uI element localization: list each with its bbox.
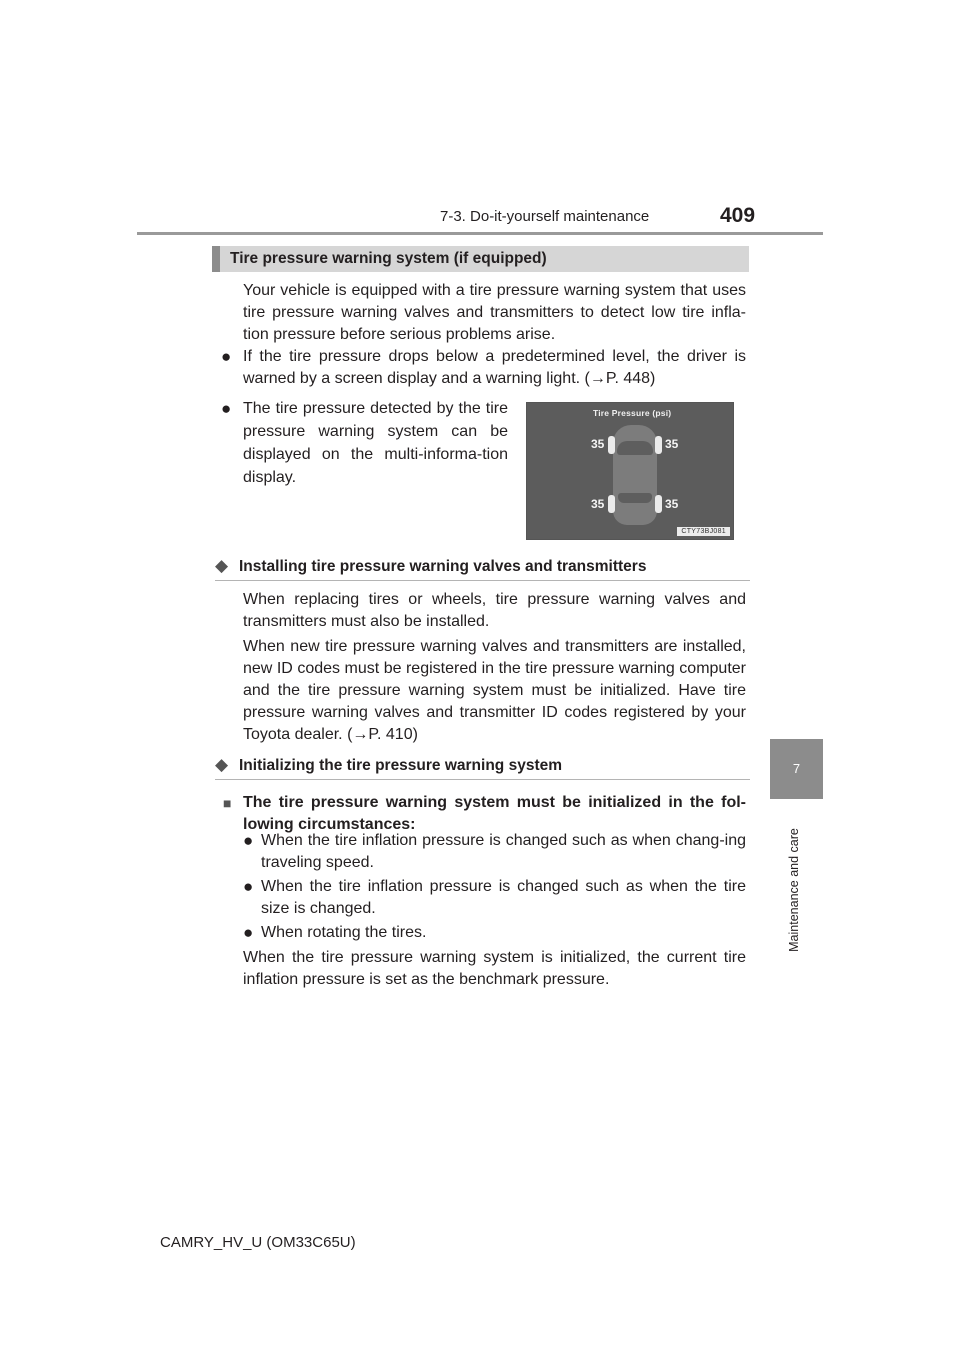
- rear-left-tire-icon: [608, 495, 615, 513]
- subheading-text: Initializing the tire pressure warning system: [239, 757, 563, 774]
- condition-item: [243, 876, 746, 920]
- header-rule: [137, 232, 823, 235]
- rear-left-pressure: 35: [591, 497, 605, 511]
- chapter-title-vertical: [760, 805, 830, 975]
- front-right-pressure: 35: [665, 437, 679, 451]
- bullet-item: [221, 397, 508, 489]
- rear-right-pressure: 35: [665, 497, 679, 511]
- diamond-icon: ◆: [215, 755, 229, 774]
- bullet-icon: ●: [221, 347, 232, 366]
- chapter-tab: 7: [770, 739, 823, 799]
- bullet-item: [221, 346, 746, 390]
- section-heading: [212, 246, 749, 272]
- subheading-initializing: [215, 755, 750, 780]
- intro-paragraph: Your vehicle is equipped with a tire pressure warning system that uses tire pressure warning valves and transmitters to detect low tire infla-tion pressure before serious problems arise.: [243, 282, 746, 343]
- front-left-tire-icon: [608, 436, 615, 454]
- bullet-text: The tire pressure detected by the tire pressure warning system can be displayed on the multi-informa-tion display.: [243, 400, 508, 486]
- front-left-pressure: 35: [591, 437, 605, 451]
- page-number: 409: [720, 204, 756, 227]
- illustration-code: CTY73BJ081: [677, 527, 730, 536]
- display-title: Tire Pressure (psi): [593, 408, 672, 418]
- subheading-text: Installing tire pressure warning valves and transmitters: [239, 558, 647, 575]
- chapter-title-text: Maintenance and care: [787, 828, 801, 952]
- condition-text: When rotating the tires.: [261, 924, 427, 941]
- bullet-text: If the tire pressure drops below a predetermined level, the driver is warned by a screen display and a warning light. (→P. 448): [243, 348, 746, 387]
- diamond-icon: ◆: [215, 556, 229, 575]
- condition-text: When the tire inflation pressure is changed such as when the tire size is changed.: [261, 878, 746, 917]
- rear-right-tire-icon: [655, 495, 662, 513]
- bullet-icon: ●: [243, 877, 254, 896]
- initialization-note: When the tire pressure warning system is initialized, the current tire inflation pressure is set as the benchmark pressure.: [243, 949, 746, 988]
- front-right-tire-icon: [655, 436, 662, 454]
- running-header-section: 7-3. Do-it-yourself maintenance: [440, 208, 650, 225]
- subheading-installing: [215, 556, 750, 581]
- bullet-icon: ●: [221, 399, 232, 418]
- condition-item: [243, 922, 746, 944]
- bullet-icon: ●: [243, 831, 254, 850]
- square-bullet-icon: ■: [223, 795, 232, 811]
- tire-pressure-display-illustration: [526, 402, 734, 540]
- car-top-view-icon: [613, 425, 657, 525]
- section-heading-text: Tire pressure warning system (if equipped): [230, 250, 547, 267]
- car-windshield: [617, 441, 653, 455]
- condition-text: When the tire inflation pressure is changed such as when chang-ing traveling speed.: [261, 832, 746, 871]
- installing-paragraph-2: When new tire pressure warning valves and transmitters are installed, new ID codes must be registered in the tire pressure warning computer and the tire pressure warning system must be initialized. Have tire pressure warning valves and transmitter ID codes registered by your Toyota dealer. (→P. 410): [243, 638, 746, 743]
- condition-heading-text: The tire pressure warning system must be initialized in the fol-lowing circumstances:: [243, 794, 746, 833]
- bullet-icon: ●: [243, 923, 254, 942]
- installing-paragraph-1: When replacing tires or wheels, tire pressure warning valves and transmitters must also be installed.: [243, 591, 746, 630]
- car-rear-window: [618, 493, 652, 503]
- condition-item: [243, 830, 746, 874]
- manual-code: CAMRY_HV_U (OM33C65U): [160, 1234, 356, 1251]
